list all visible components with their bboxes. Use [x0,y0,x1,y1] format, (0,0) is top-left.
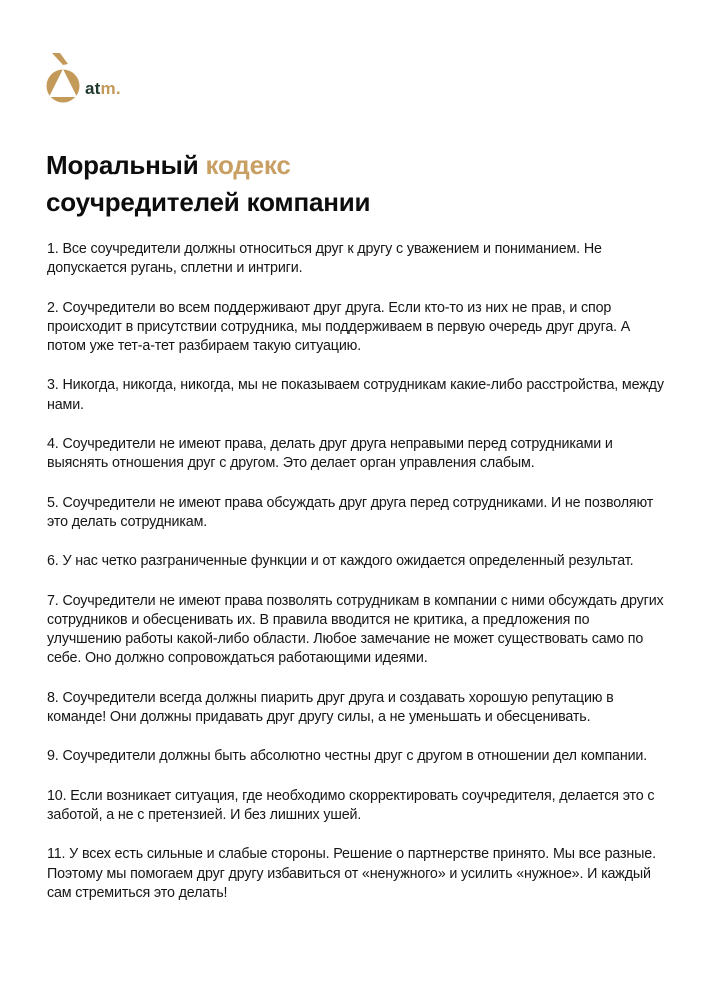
logo-emblem-icon [46,53,84,109]
title-line2: соучредителей компании [46,187,371,217]
rule-item: 11. У всех есть сильные и слабые стороны. Решение о партнерстве принято. Мы все разные. Поэтому мы помогаем друг другу избавиться от «ненужного» и усилить «нужное». И каждый сам стремиться это делать! [47,846,656,901]
rule-item: 4. Соучредители не имеют права, делать друг друга неправыми перед сотрудниками и выяснять отношения друг с другом. Это делает орган управления слабым. [47,436,613,472]
title-accent-word: кодекс [205,150,291,180]
rules-list [47,240,667,923]
rule-item: 10. Если возникает ситуация, где необходимо скорректировать соучредителя, делается это с заботой, а не с претензией. И без лишних ушей. [47,787,655,823]
rule-item: 3. Никогда, никогда, никогда, мы не показываем сотрудникам какие-либо расстройства, между нами. [47,377,664,413]
rule-item: 7. Соучредители не имеют права позволять сотрудникам в компании с ними обсуждать других сотрудников и обесценивать их. В правила вводится не критика, а предложения по улучшению работы какой-либо области. Любое замечание не может существовать само по себе. Оно должно сопровождаться работающими идеями. [47,592,664,667]
rule-item: 2. Соучредители во всем поддерживают друг друга. Если кто-то из них не прав, и спор происходит в присутствии сотрудника, мы поддерживаем в первую очередь друг друга. А потом уже тет-а-тет разбираем такую ситуацию. [47,299,631,355]
rule-item: 1. Все соучредители должны относиться друг к другу с уважением и пониманием. Не допускается ругань, сплетни и интриги. [47,241,602,277]
rule-item: 6. У нас четко разграниченные функции и от каждого ожидается определенный результат. [47,553,634,570]
rule-item: 8. Соучредители всегда должны пиарить друг друга и создавать хорошую репутацию в команде! Они должны придавать друг другу силы, а не уменьшать и обесценивать. [47,689,614,726]
company-logo [46,53,146,109]
logo-wordmark-accent: m. [100,79,121,98]
page-title [46,147,370,221]
logo-wordmark-main: at [85,79,101,98]
rule-item: 9. Соучредители должны быть абсолютно честны друг с другом в отношении дел компании. [47,748,648,765]
title-part1: Моральный [46,150,206,180]
rule-item: 5. Соучредители не имеют права обсуждать друг друга перед сотрудниками. И не позволяют это делать сотрудникам. [47,494,654,530]
logo-wordmark [85,79,121,99]
logo-stroke-mark [52,53,68,65]
